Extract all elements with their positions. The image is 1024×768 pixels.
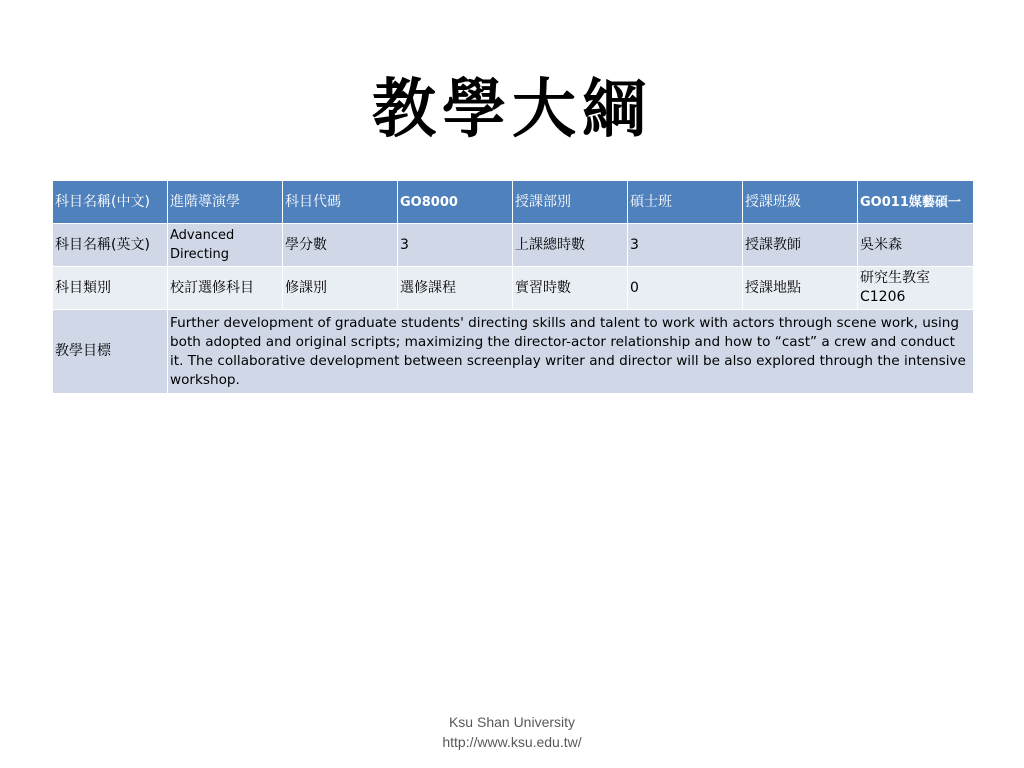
total-hours-value: 3 xyxy=(628,224,743,267)
table-row xyxy=(53,310,974,394)
footer xyxy=(0,712,1024,752)
location-label: 授課地點 xyxy=(743,267,858,310)
instructor-value: 吳米森 xyxy=(858,224,974,267)
credits-label: 學分數 xyxy=(283,224,398,267)
instructor-label: 授課教師 xyxy=(743,224,858,267)
course-name-en-value: Advanced Directing xyxy=(168,224,283,267)
practice-hours-label: 實習時數 xyxy=(513,267,628,310)
practice-hours-value: 0 xyxy=(628,267,743,310)
objectives-label: 教學目標 xyxy=(53,310,168,394)
footer-university: Ksu Shan University xyxy=(448,714,576,730)
course-category-value: 校訂選修科目 xyxy=(168,267,283,310)
course-name-zh-value: 進階導演學 xyxy=(168,181,283,224)
class-value: GO011媒藝碩一 xyxy=(858,181,974,224)
syllabus-table xyxy=(52,180,974,394)
total-hours-label: 上課總時數 xyxy=(513,224,628,267)
table-row xyxy=(53,224,974,267)
table-row xyxy=(53,181,974,224)
slide-title: 教學大綱 xyxy=(372,72,652,147)
course-type-value: 選修課程 xyxy=(398,267,513,310)
class-label: 授課班級 xyxy=(743,181,858,224)
division-value: 碩士班 xyxy=(628,181,743,224)
credits-value: 3 xyxy=(398,224,513,267)
course-code-value: GO8000 xyxy=(398,181,513,224)
course-code-label: 科目代碼 xyxy=(283,181,398,224)
course-name-en-label: 科目名稱(英文) xyxy=(53,224,168,267)
location-value: 研究生教室C1206 xyxy=(858,267,974,310)
footer-url: http://www.ksu.edu.tw/ xyxy=(442,734,582,750)
table-row xyxy=(53,267,974,310)
course-type-label: 修課別 xyxy=(283,267,398,310)
objectives-text: Further development of graduate students' directing skills and talent to work with actors through scene work, using both adopted and original scripts; maximizing the director-actor relationship and how to “cast” a crew and conduct it. The collaborative development between screenplay writer and director will be also explored through the intensive workshop. xyxy=(168,310,974,394)
course-category-label: 科目類別 xyxy=(53,267,168,310)
division-label: 授課部別 xyxy=(513,181,628,224)
course-name-zh-label: 科目名稱(中文) xyxy=(53,181,168,224)
